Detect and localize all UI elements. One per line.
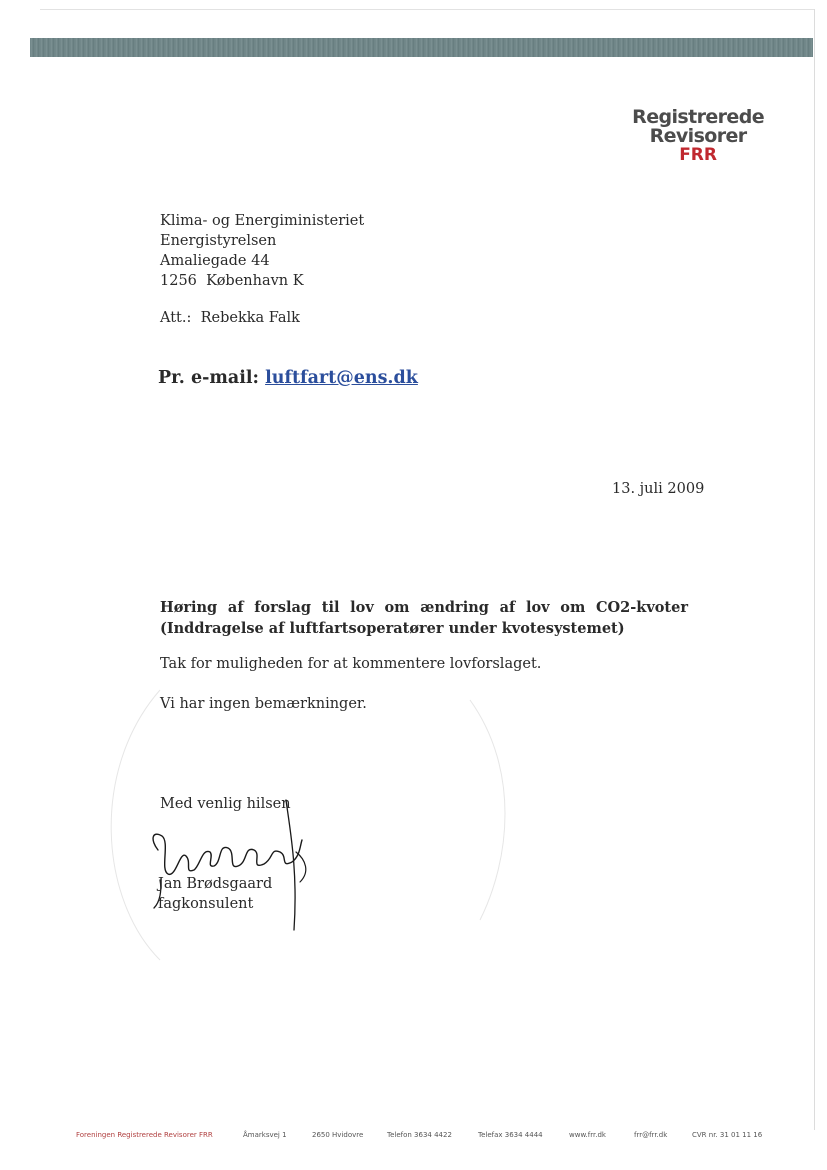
logo-line-2: Revisorer: [649, 125, 747, 147]
footer-mail[interactable]: frr@frr.dk: [634, 1131, 668, 1139]
subject-heading: Høring af forslag til lov om ændring af lov om CO2-kvoter (Inddragelse af luftfartsoperatører under kvotesystemet): [160, 599, 688, 637]
logo-line-1: Registrerede: [632, 106, 764, 128]
footer-org: Foreningen Registrerede Revisorer FRR: [76, 1131, 213, 1139]
address-line: Klima- og Energiministeriet: [160, 213, 365, 229]
footer-web[interactable]: www.frr.dk: [569, 1131, 606, 1139]
address-line: 1256 København K: [160, 273, 304, 289]
frr-logo: [632, 108, 764, 165]
closing-line: Med venlig hilsen: [160, 796, 291, 812]
recipient-address: [160, 211, 364, 291]
footer-cvr: CVR nr. 31 01 11 16: [692, 1131, 763, 1139]
address-line: Amaliegade 44: [160, 253, 270, 269]
footer-phone: Telefon 3634 4422: [387, 1131, 452, 1139]
body-paragraph: Vi har ingen bemærkninger.: [160, 696, 367, 712]
letter-date: 13. juli 2009: [612, 481, 705, 497]
email-label: Pr. e-mail:: [158, 368, 259, 388]
footer-fax: Telefax 3634 4444: [478, 1131, 543, 1139]
footer: [76, 1131, 776, 1143]
email-link[interactable]: luftfart@ens.dk: [265, 368, 418, 388]
signer-name: Jan Brødsgaard: [158, 876, 273, 892]
page-edge: [814, 9, 815, 1130]
top-rule: [40, 9, 815, 10]
header-banner: [30, 38, 813, 57]
signer-title: fagkonsulent: [158, 896, 254, 912]
address-line: Energistyrelsen: [160, 233, 277, 249]
attention-line: Att.: Rebekka Falk: [160, 310, 300, 326]
footer-street: Åmarksvej 1: [243, 1131, 287, 1139]
body-paragraph: Tak for muligheden for at kommentere lovforslaget.: [160, 656, 542, 672]
footer-city: 2650 Hvidovre: [312, 1131, 364, 1139]
email-line: [158, 368, 418, 388]
logo-line-3: FRR: [679, 145, 717, 165]
